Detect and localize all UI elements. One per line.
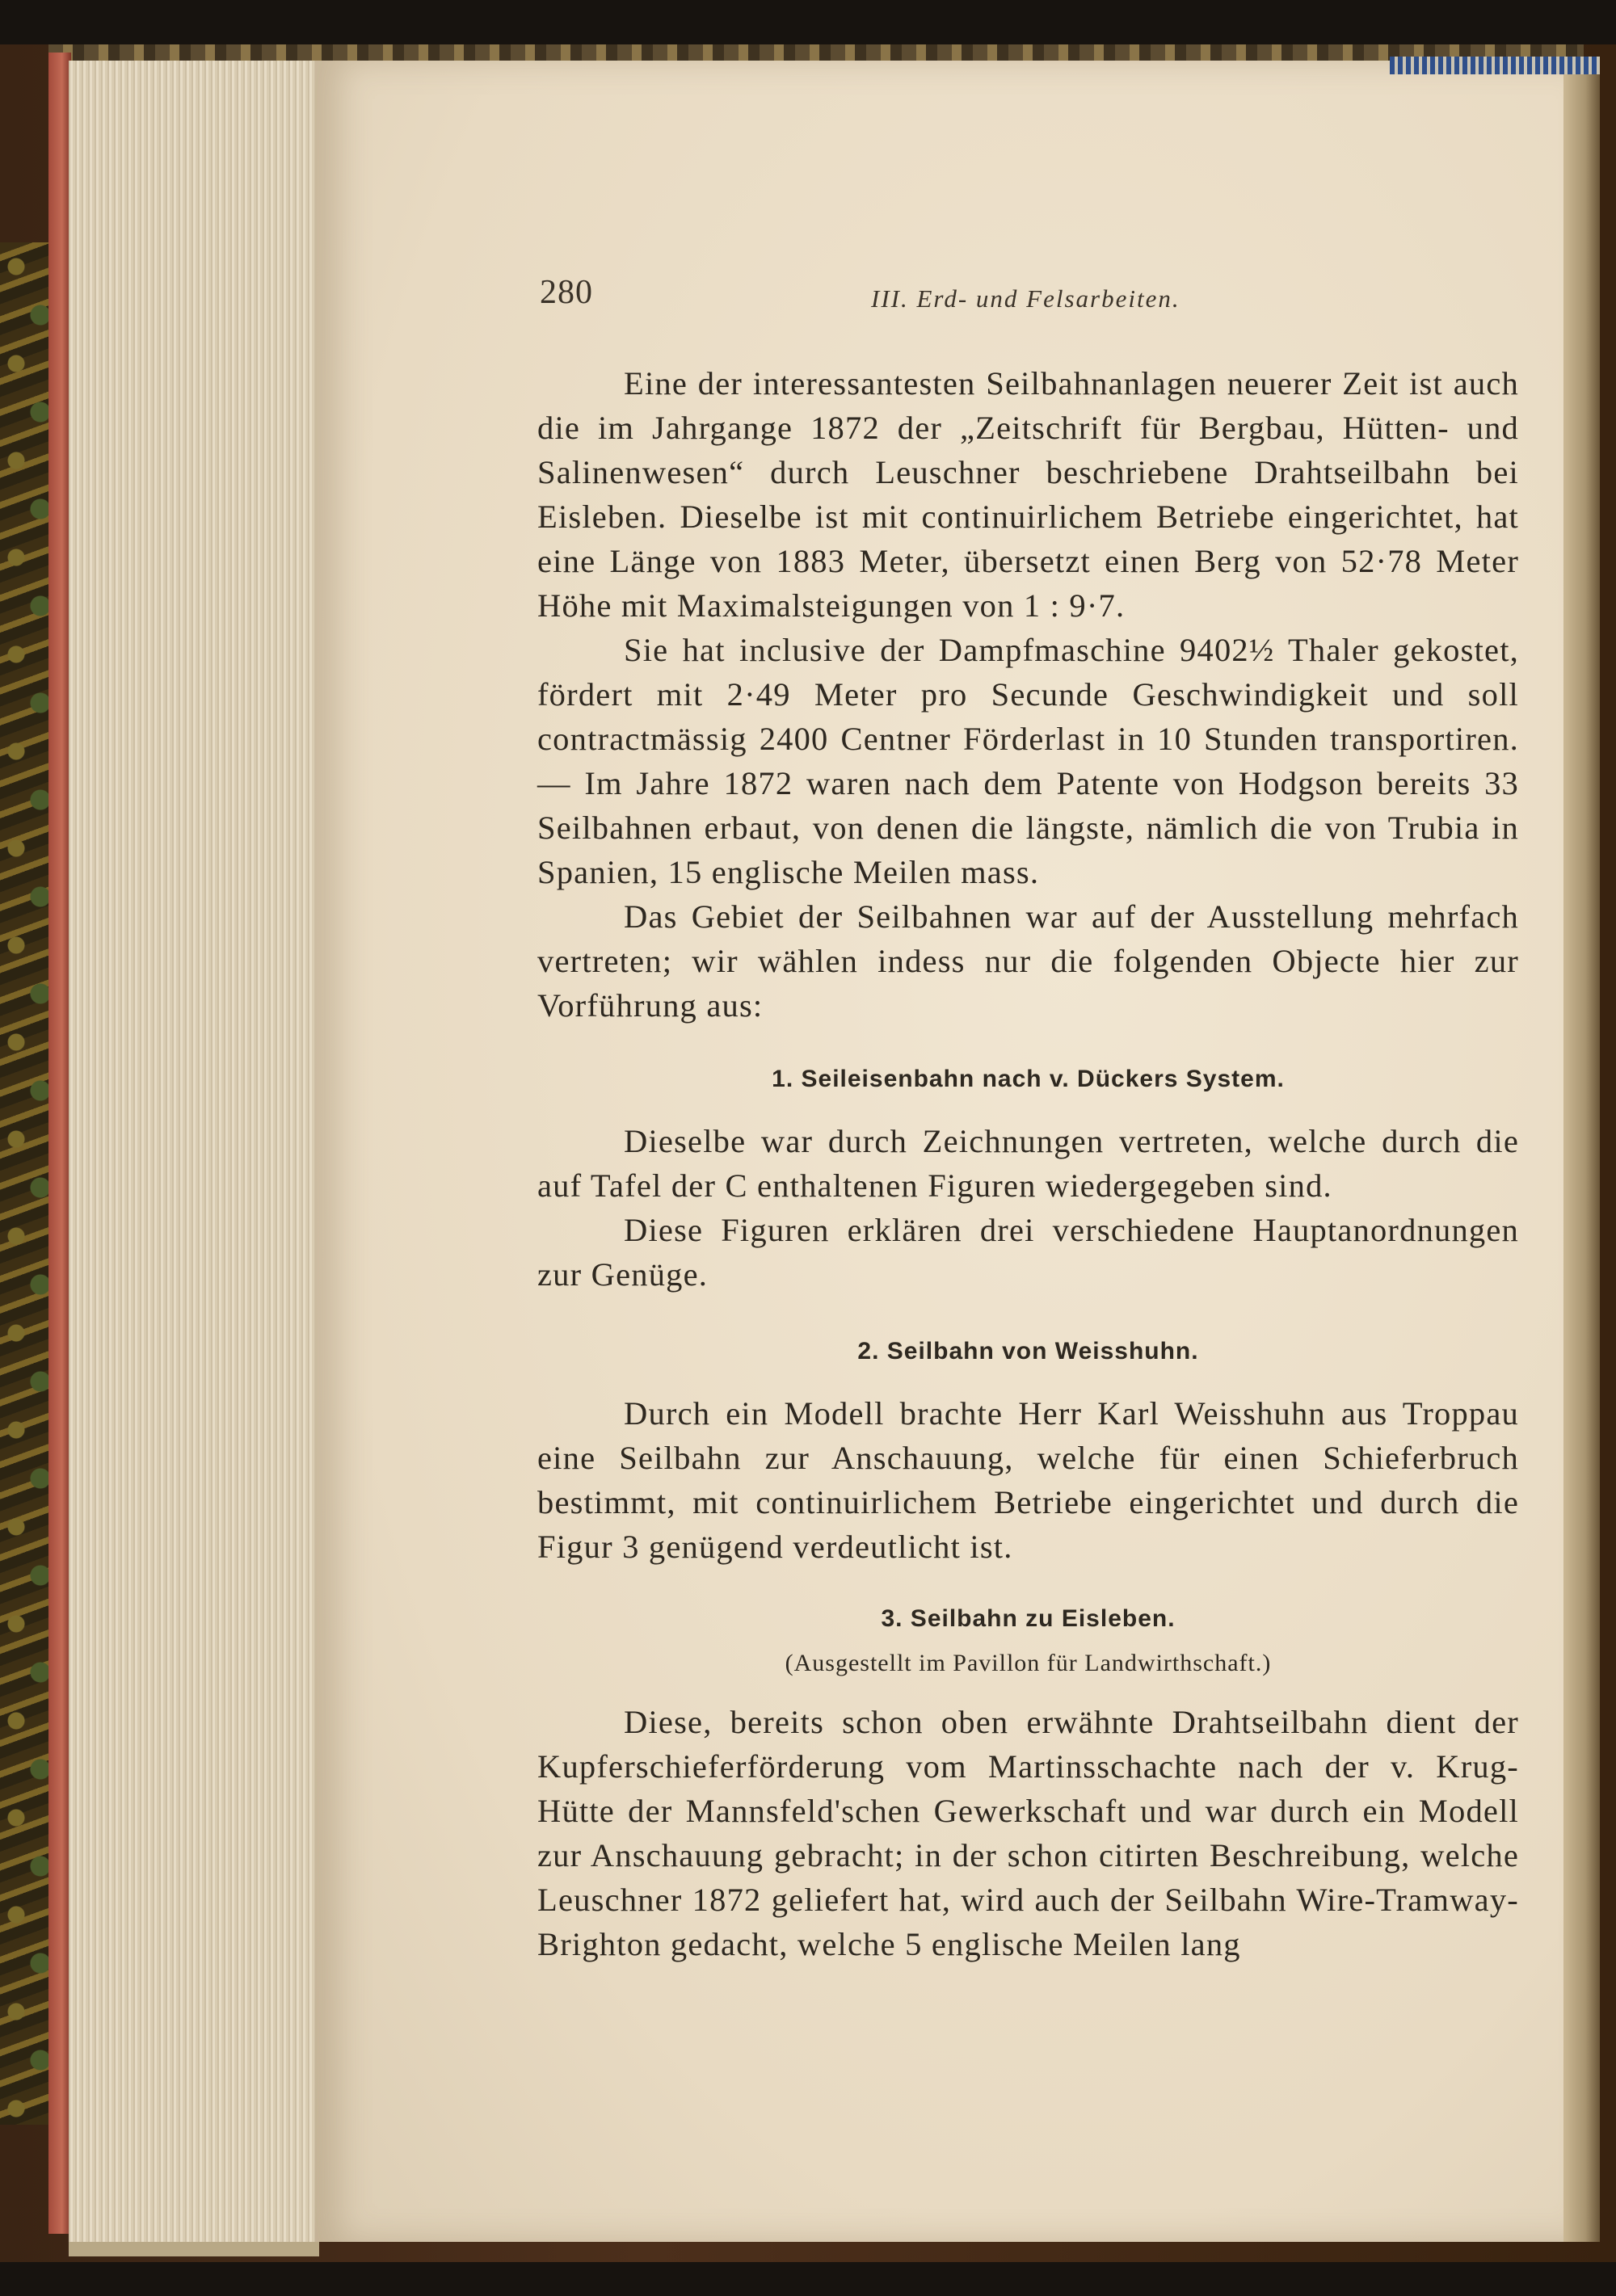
page-header (540, 273, 1509, 322)
running-head: III. Erd- und Felsarbeiten. (871, 284, 1180, 313)
blue-tape (1390, 57, 1600, 74)
paragraph: Dieselbe war durch Zeichnungen vertreten, welche durch die auf Tafel der C enthaltenen Figuren wiedergegeben sind. (537, 1123, 1519, 1204)
page-right-edge (1563, 61, 1600, 2242)
paragraph: Diese, bereits schon oben erwähnte Drahtseilbahn dient der Kupferschieferförderung vom Martinsschachte nach der v. Krug-Hütte der Mannsfeld'schen Gewerkschaft und war durch ein Modell zur Anschauung gebracht; in der schon citirten Beschreibung, welche Leuschner 1872 geliefert hat, wird auch der Seilbahn Wire-Tramway-Brighton gedacht, welche 5 englische Meilen lang (537, 1704, 1519, 1962)
page-number: 280 (540, 274, 593, 311)
section-heading: 1. Seileisenbahn nach v. Dückers System. (772, 1066, 1285, 1092)
paragraph: Das Gebiet der Seilbahnen war auf der Ausstellung mehrfach vertreten; wir wählen indess nur die folgenden Objecte hier zur Vorführung aus: (537, 898, 1519, 1024)
paragraph: Durch ein Modell brachte Herr Karl Weisshuhn aus Troppau eine Seilbahn zur Anschauung, welche für einen Schieferbruch bestimmt, mit continuirlichem Betriebe eingerichtet und durch die Figur 3 genügend verdeutlicht ist. (537, 1395, 1519, 1565)
page-stack (69, 61, 319, 2256)
spine-edge (48, 53, 71, 2234)
section-heading: 3. Seilbahn zu Eisleben. (881, 1605, 1176, 1632)
section-subheading: (Ausgestellt im Pavillon für Landwirthschaft.) (785, 1650, 1272, 1676)
paragraph: Eine der interessantesten Seilbahnanlagen neuerer Zeit ist auch die im Jahrgange 1872 der „Zeitschrift für Bergbau, Hütten- und Salinenwesen“ durch Leuschner beschriebene Drahtseilbahn bei Eisleben. Dieselbe ist mit continuirlichem Betriebe eingerichtet, hat eine Länge von 1883 Meter, übersetzt einen Berg von 52·78 Meter Höhe mit Maximalsteigungen von 1 : 9·7. (537, 365, 1519, 624)
section-heading: 2. Seilbahn von Weisshuhn. (857, 1338, 1199, 1365)
page-text (537, 361, 1519, 1966)
paragraph: Diese Figuren erklären drei verschiedene Hauptanordnungen zur Genüge. (537, 1212, 1519, 1293)
paragraph: Sie hat inclusive der Dampfmaschine 9402½ Thaler gekostet, fördert mit 2·49 Meter pro Secunde Geschwindigkeit und soll contractmässig 2400 Centner Förderlast in 10 Stunden transportiren. — Im Jahre 1872 waren nach dem Patente von Hodgson bereits 33 Seilbahnen erbaut, von denen die längste, nämlich die von Trubia in Spanien, 15 englische Meilen mass. (537, 632, 1519, 890)
